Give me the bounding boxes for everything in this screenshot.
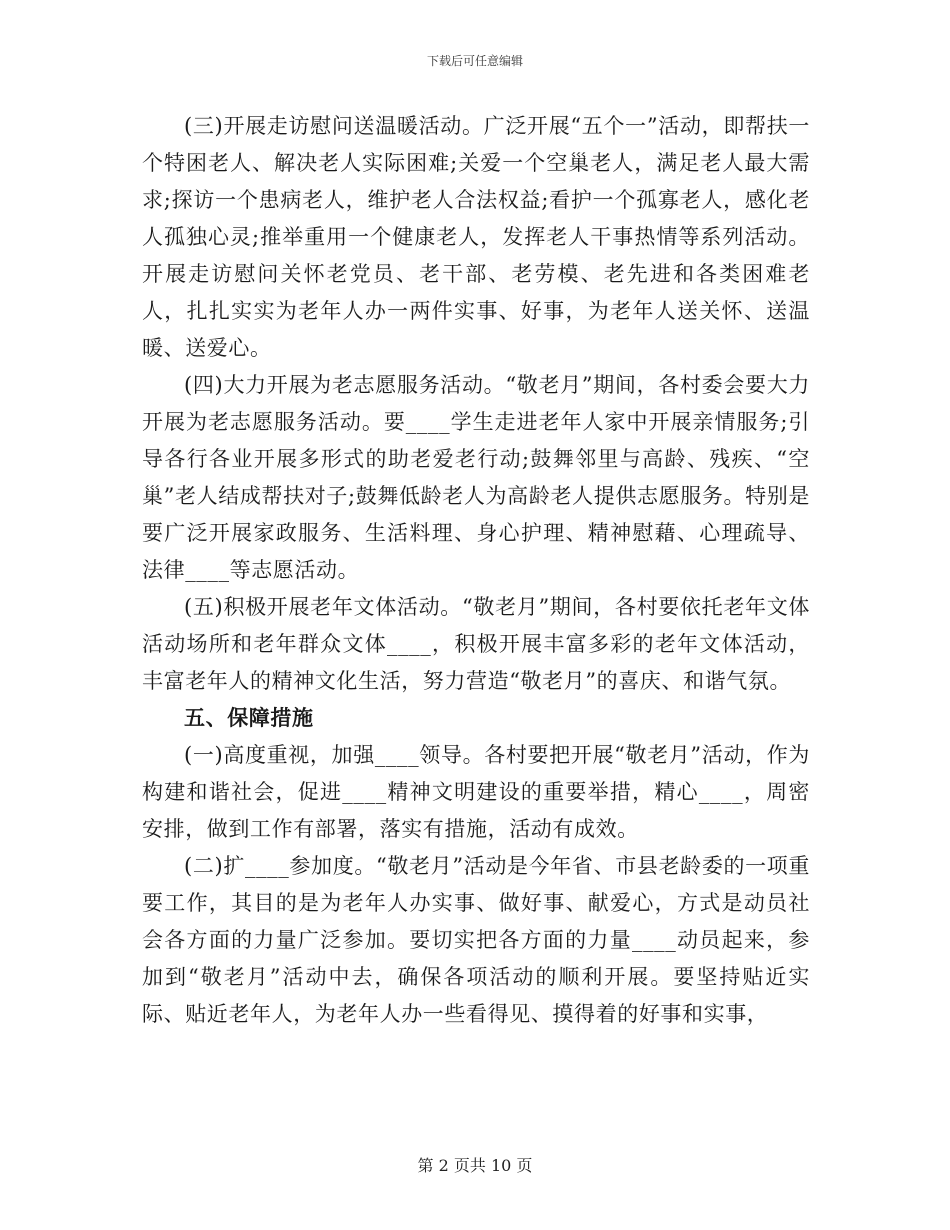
paragraph-cultural-activities: (五)积极开展老年文体活动。“敬老月”期间，各村要依托老年文体活动场所和老年群众文体____，积极开展丰富多彩的老年文体活动，丰富老年人的精神文化生活，努力营造“敬老月”的喜庆、和谐气氛。 <box>142 595 810 693</box>
paragraph-participation: (二)扩____参加度。“敬老月”活动是今年省、市县老龄委的一项重要工作，其目的是为老年人办实事、做好事、献爱心，方式是动员社会各方面的力量广泛参加。要切实把各方面的力量____动员起来，参加到“敬老月”活动中去，确保各项活动的顺利开展。要坚持贴近实际、贴近老年人，为老年人办一些看得见、摸得着的好事和实事， <box>142 854 810 1026</box>
paragraph-leadership: (一)高度重视，加强____领导。各村要把开展“敬老月”活动，作为构建和谐社会，促进____精神文明建设的重要举措，精心____，周密安排，做到工作有部署，落实有措施，活动有成效。 <box>142 743 810 841</box>
page-number-footer: 第 2 页共 10 页 <box>417 1156 533 1175</box>
paragraph-volunteer-service: (四)大力开展为老志愿服务活动。“敬老月”期间，各村委会要大力开展为老志愿服务活动。要____学生走进老年人家中开展亲情服务;引导各行各业开展多形式的助老爱老行动;鼓舞邻里与高龄、残疾、“空巢”老人结成帮扶对子;鼓舞低龄老人为高龄老人提供志愿服务。特别是要广泛开展家政服务、生活料理、身心护理、精神慰藉、心理疏导、法律____等志愿活动。 <box>142 373 810 582</box>
section-heading: 五、保障措施 <box>184 706 314 730</box>
paragraph-visit-elderly: (三)开展走访慰问送温暖活动。广泛开展“五个一”活动，即帮扶一个特困老人、解决老人实际困难;关爱一个空巢老人，满足老人最大需求;探访一个患病老人，维护老人合法权益;看护一个孤寡老人，感化老人孤独心灵;推举重用一个健康老人，发挥老人干事热情等系列活动。开展走访慰问关怀老党员、老干部、老劳模、老先进和各类困难老人，扎扎实实为老年人办一两件实事、好事，为老年人送关怀、送温暖、送爱心。 <box>142 114 810 360</box>
page-header: 下载后可任意编辑 <box>426 54 523 68</box>
document-body <box>142 108 810 1033</box>
